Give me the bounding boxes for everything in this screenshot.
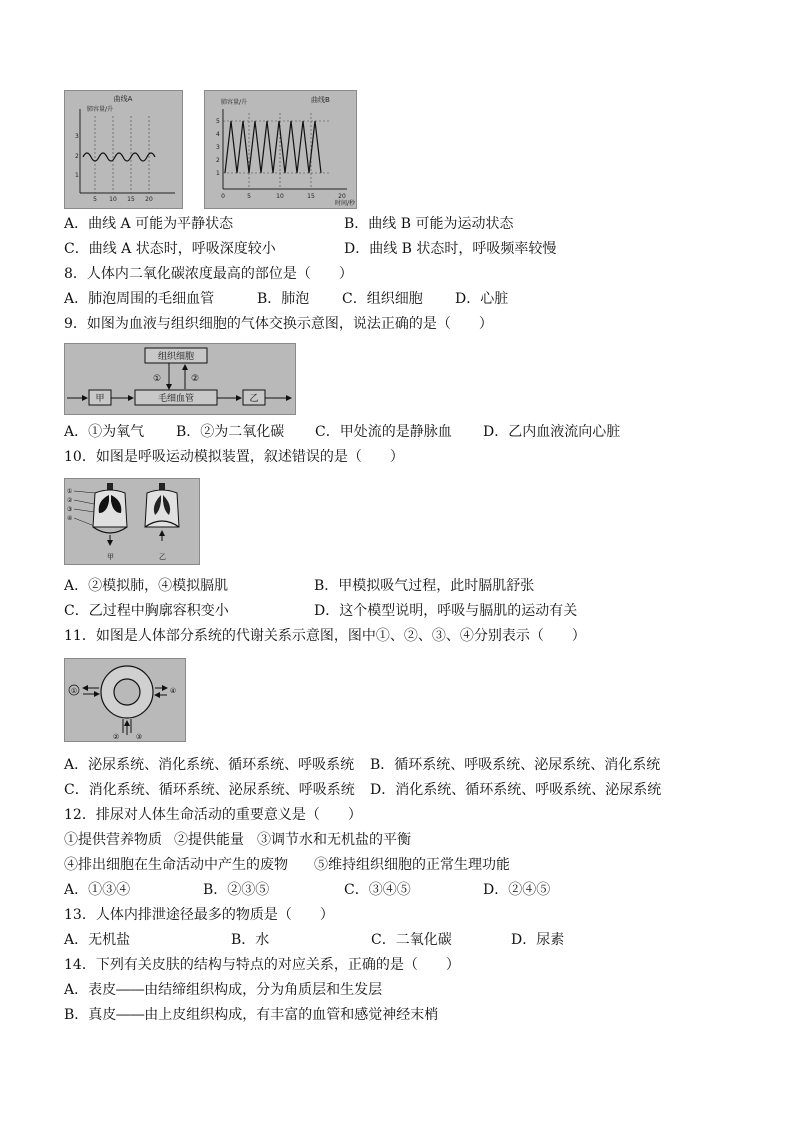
q7-option-c[interactable]: C．曲线 A 状态时，呼吸深度较小 bbox=[64, 241, 276, 257]
q9-option-a[interactable]: A．①为氧气 bbox=[64, 424, 145, 440]
curve-a-xtick: 5 bbox=[93, 196, 97, 203]
q13-option-d[interactable]: D．尿素 bbox=[511, 932, 565, 948]
curve-b-xtick: 20 bbox=[338, 193, 346, 200]
q10-option-a[interactable]: A．②模拟肺，④模拟膈肌 bbox=[64, 578, 229, 594]
model-jia-label: 甲 bbox=[107, 553, 114, 561]
curve-b-ytick: 2 bbox=[216, 157, 220, 164]
curve-b-ytick: 3 bbox=[216, 144, 220, 151]
curve-a-ytick: 3 bbox=[75, 133, 79, 140]
q14-stem: 14．下列有关皮肤的结构与特点的对应关系，正确的是（ ） bbox=[64, 957, 460, 973]
metabolism-label-2: ② bbox=[112, 733, 120, 741]
jia-label: 甲 bbox=[95, 394, 105, 404]
q11-option-c[interactable]: C．消化系统、循环系统、泌尿系统、呼吸系统 bbox=[64, 782, 355, 798]
curve-b-xtick: 0 bbox=[221, 193, 225, 200]
model-label-4: ④ bbox=[67, 515, 73, 522]
arrow-1-label: ① bbox=[153, 374, 162, 384]
yi-label: 乙 bbox=[249, 394, 259, 404]
curve-b-title: 曲线B bbox=[311, 96, 330, 104]
q9-option-b[interactable]: B．②为二氧化碳 bbox=[176, 424, 285, 440]
diaphragm-jia bbox=[93, 527, 127, 533]
q10-option-b[interactable]: B．甲模拟吸气过程，此时膈肌舒张 bbox=[314, 578, 535, 594]
q12-stem: 12．排尿对人体生命活动的重要意义是（ ） bbox=[64, 807, 362, 823]
curve-a-xtick: 20 bbox=[145, 196, 153, 203]
q11-option-d[interactable]: D．消化系统、循环系统、呼吸系统、泌尿系统 bbox=[370, 782, 662, 798]
curve-b-ytick: 5 bbox=[216, 118, 220, 125]
curve-a-figure bbox=[64, 90, 183, 209]
curve-b-xtick: 10 bbox=[276, 193, 284, 200]
q10-option-d[interactable]: D．这个模型说明，呼吸与膈肌的运动有关 bbox=[314, 603, 578, 619]
q9-option-c[interactable]: C．甲处流的是静脉血 bbox=[315, 424, 452, 440]
breathing-model-diagram bbox=[65, 479, 199, 564]
bell-jar-jia bbox=[93, 490, 127, 527]
q13-stem: 13．人体内排泄途径最多的物质是（ ） bbox=[64, 907, 334, 923]
curve-a-xtick: 15 bbox=[127, 196, 135, 203]
curve-b-ylabel: 肺容量/升 bbox=[221, 99, 248, 106]
gas-exchange-diagram bbox=[65, 344, 295, 414]
metabolism-label-3: ③ bbox=[135, 733, 143, 741]
q8-option-b[interactable]: B．肺泡 bbox=[257, 291, 310, 307]
curve-b-figure bbox=[204, 90, 357, 209]
metabolism-label-4: ④ bbox=[169, 687, 177, 695]
arrow-2-label: ② bbox=[191, 374, 200, 384]
curve-b-line bbox=[225, 121, 321, 173]
q13-option-a[interactable]: A．无机盐 bbox=[64, 932, 131, 948]
label-pointer bbox=[74, 491, 95, 493]
curve-a-chart bbox=[65, 91, 182, 208]
curve-b-xlabel: 时间/秒 bbox=[334, 200, 356, 207]
q14-option-b[interactable]: B．真皮――由上皮组织构成，有丰富的血管和感觉神经末梢 bbox=[64, 1007, 439, 1023]
inner-ring bbox=[114, 679, 140, 705]
metabolism-diagram bbox=[65, 659, 185, 741]
q12-option-a[interactable]: A．①③④ bbox=[64, 882, 131, 898]
q11-stem: 11．如图是人体部分系统的代谢关系示意图，图中①、②、③、④分别表示（ ） bbox=[64, 628, 586, 644]
curve-a-line bbox=[83, 153, 155, 161]
q12-option-b[interactable]: B．②③⑤ bbox=[203, 882, 270, 898]
q7-option-d[interactable]: D．曲线 B 状态时，呼吸频率较慢 bbox=[344, 241, 557, 257]
q7-option-a[interactable]: A．曲线 A 可能为平静状态 bbox=[64, 216, 234, 232]
gas-exchange-figure bbox=[64, 343, 296, 415]
curve-b-xtick: 5 bbox=[247, 193, 251, 200]
tissue-cell-label: 组织细胞 bbox=[157, 352, 195, 362]
curve-a-xtick: 10 bbox=[109, 196, 117, 203]
q8-option-d[interactable]: D．心脏 bbox=[455, 291, 509, 307]
capillary-label: 毛细血管 bbox=[157, 394, 195, 404]
q13-option-b[interactable]: B．水 bbox=[231, 932, 270, 948]
curve-a-ytick: 2 bbox=[75, 153, 79, 160]
q12-item-5: ⑤维持组织细胞的正常生理功能 bbox=[314, 857, 510, 873]
metabolism-label-1: ① bbox=[70, 687, 78, 695]
model-label-3: ③ bbox=[67, 506, 73, 513]
q12-item-4: ④排出细胞在生命活动中产生的废物 bbox=[64, 857, 288, 873]
q8-option-c[interactable]: C．组织细胞 bbox=[342, 291, 423, 307]
q8-option-a[interactable]: A．肺泡周围的毛细血管 bbox=[64, 291, 215, 307]
q14-option-a[interactable]: A．表皮――由结缔组织构成，分为角质层和生发层 bbox=[64, 982, 383, 998]
q12-item-2: ②提供能量 bbox=[174, 832, 244, 848]
curve-b-ytick: 1 bbox=[216, 170, 220, 177]
model-label-1: ① bbox=[67, 488, 73, 495]
q10-option-c[interactable]: C．乙过程中胸廓容积变小 bbox=[64, 603, 229, 619]
q9-stem: 9．如图为血液与组织细胞的气体交换示意图，说法正确的是（ ） bbox=[64, 316, 493, 332]
q7-option-b[interactable]: B．曲线 B 可能为运动状态 bbox=[344, 216, 514, 232]
model-label-2: ② bbox=[67, 497, 73, 504]
curve-b-xtick: 15 bbox=[307, 193, 315, 200]
q10-stem: 10．如图是呼吸运动模拟装置，叙述错误的是（ ） bbox=[64, 449, 404, 465]
metabolism-figure bbox=[64, 658, 186, 742]
q9-option-d[interactable]: D．乙内血液流向心脏 bbox=[483, 424, 621, 440]
q12-item-1: ①提供营养物质 bbox=[64, 832, 162, 848]
curve-a-ytick: 1 bbox=[75, 172, 79, 179]
q11-option-b[interactable]: B．循环系统、呼吸系统、泌尿系统、消化系统 bbox=[370, 757, 661, 773]
breathing-model-figure bbox=[64, 478, 200, 565]
q12-option-c[interactable]: C．③④⑤ bbox=[344, 882, 411, 898]
q12-item-3: ③调节水和无机盐的平衡 bbox=[257, 832, 411, 848]
q12-option-d[interactable]: D．②④⑤ bbox=[483, 882, 551, 898]
q11-option-a[interactable]: A．泌尿系统、消化系统、循环系统、呼吸系统 bbox=[64, 757, 355, 773]
q8-stem: 8．人体内二氧化碳浓度最高的部位是（ ） bbox=[64, 266, 353, 282]
model-yi-label: 乙 bbox=[159, 553, 166, 561]
curve-b-ytick: 4 bbox=[216, 131, 220, 138]
curve-a-title: 曲线A bbox=[113, 95, 133, 103]
q13-option-c[interactable]: C．二氧化碳 bbox=[371, 932, 452, 948]
curve-b-chart bbox=[205, 91, 356, 208]
curve-a-ylabel: 肺容量/升 bbox=[87, 106, 114, 113]
